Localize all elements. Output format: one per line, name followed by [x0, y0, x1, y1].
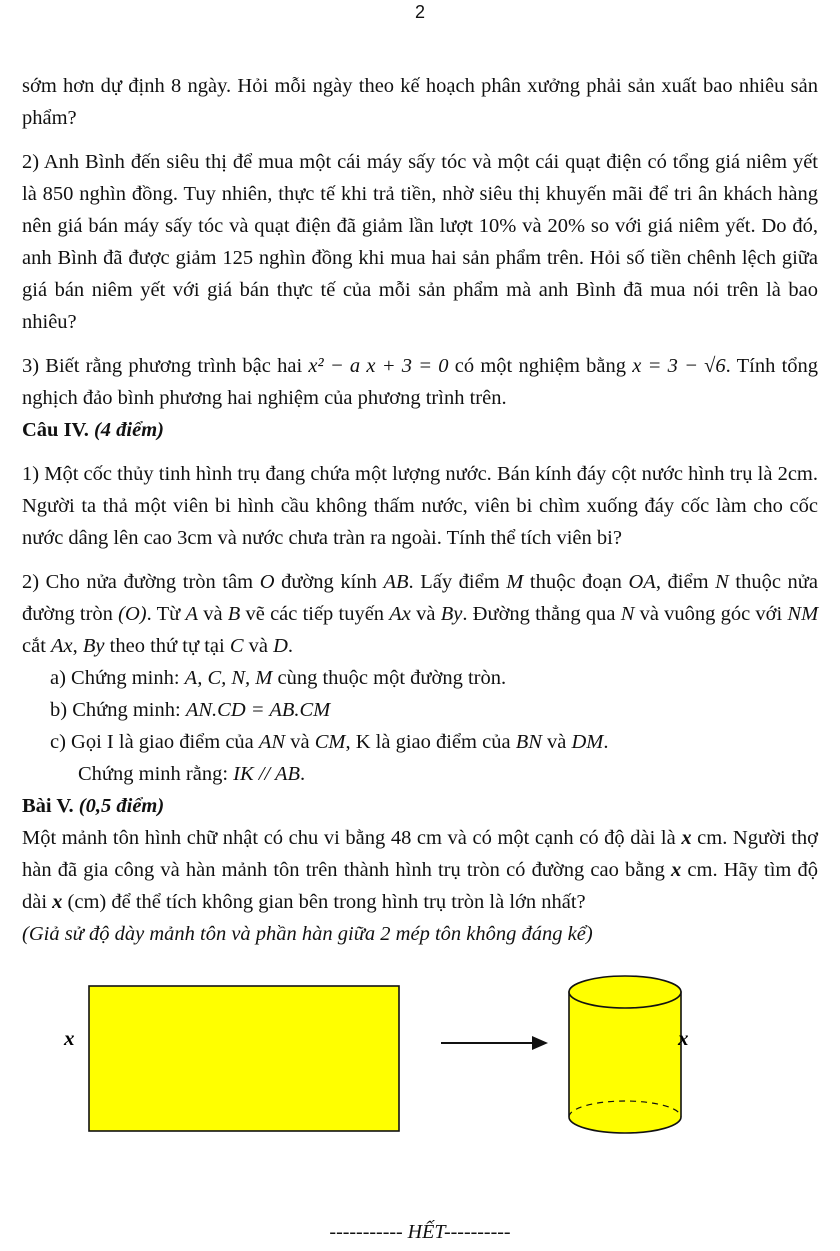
text: c) Gọi I là giao điểm của — [50, 731, 254, 753]
math: CM — [314, 731, 346, 753]
text: Một mảnh tôn hình chữ nhật có chu vi bằng 48 cm và có một cạnh có độ dài là — [22, 827, 676, 849]
text: thuộc nửa đường tròn — [22, 571, 818, 625]
math: B — [227, 603, 241, 625]
math: M — [506, 571, 524, 593]
end-marker: ----------- HẾT---------- — [329, 1221, 511, 1243]
math: IK // AB — [233, 763, 300, 785]
problem-5 — [22, 822, 818, 918]
text: a) Chứng minh: — [50, 667, 180, 689]
equation: x² − a x + 3 = 0 — [308, 355, 449, 377]
problem-3-3: 3) Biết rằng phương trình bậc hai x² − a x + 3 = 0 có một nghiệm bằng x = 3 − √6. Tính tổng nghịch đảo bình phương hai nghiệm của phương trình trên. — [22, 355, 819, 409]
text: cùng thuộc một đường tròn. — [277, 667, 507, 689]
text: b) Chứng minh: — [50, 699, 181, 721]
math: O — [259, 571, 275, 593]
math: BN — [515, 731, 542, 753]
figure-rectangle-to-cylinder — [0, 965, 840, 1155]
section-points: (4 điểm) — [93, 419, 165, 441]
math: OA — [628, 571, 656, 593]
text: . Đường thẳng qua — [462, 603, 616, 625]
text: . Lấy điểm — [408, 571, 500, 593]
variable-x: x — [671, 859, 682, 881]
root-value: x = 3 − √6 — [632, 355, 726, 377]
sub-question-c-line2 — [22, 758, 818, 790]
math: Ax — [389, 603, 411, 625]
math: By — [82, 635, 105, 657]
sub-question-c — [22, 726, 818, 758]
section-points: (0,5 điểm) — [78, 795, 165, 817]
variable-x: x — [52, 891, 63, 913]
math: AN — [258, 731, 286, 753]
text: và — [416, 603, 436, 625]
math: AN.CD = AB.CM — [185, 699, 331, 721]
math: (O) — [118, 603, 147, 625]
text: cm. Hãy tìm độ dài — [22, 859, 819, 913]
text: đường kính — [281, 571, 377, 593]
problem-3-2: 2) Anh Bình đến siêu thị để mua một cái máy sấy tóc và một cái quạt điện có tổng giá niêm yết là 850 nghìn đồng. Tuy nhiên, thực tế khi trả tiền, nhờ siêu thị khuyến mãi để tri ân khách hàng nên giá bán máy sấy tóc và quạt điện đã giảm lần lượt 10% và 20% so với giá niêm yết. Do đó, anh Bình đã được giảm 125 nghìn đồng khi mua hai sản phẩm trên. Hỏi số tiền chênh lệch giữa giá bán niêm yết với giá bán thực tế của mỗi sản phẩm mà anh Bình đã mua nói trên là bao nhiêu? — [22, 151, 818, 333]
paragraph-continuation: sớm hơn dự định 8 ngày. Hỏi mỗi ngày theo kế hoạch phân xưởng phải sản xuất bao nhiêu sản phẩm? — [22, 75, 818, 129]
text: theo thứ tự tại — [109, 635, 225, 657]
text: cm. Người thợ hàn đã gia công và hàn mảnh tôn trên thành hình trụ tròn có đường cao bằng — [22, 827, 819, 881]
text: (cm) để thể tích không gian bên trong hình trụ tròn là lớn nhất? — [67, 891, 586, 913]
text: 3) Biết rằng phương trình bậc hai — [22, 355, 303, 377]
cylinder-height-label: x — [678, 1026, 689, 1050]
text: Tính tổng nghịch đảo bình phương hai nghiệm của phương trình trên. — [22, 355, 819, 409]
math: DM — [571, 731, 604, 753]
text: Chứng minh rằng: — [78, 763, 229, 785]
variable-x: x — [681, 827, 692, 849]
math: N — [715, 571, 729, 593]
section-title: Câu IV. — [22, 419, 89, 441]
sub-question-b — [22, 694, 818, 726]
page-number: 2 — [414, 2, 425, 22]
math: D — [273, 635, 288, 657]
text: và — [547, 731, 567, 753]
text: và vuông góc với — [639, 603, 783, 625]
text: , K là giao điểm của — [345, 731, 511, 753]
text: 2) Cho nửa đường tròn tâm — [22, 571, 254, 593]
sub-question-a — [22, 662, 818, 694]
text: vẽ các tiếp tuyến — [245, 603, 385, 625]
rectangle-sheet — [89, 986, 399, 1131]
text: thuộc đoạn — [529, 571, 622, 593]
section-heading-cau-iv — [22, 414, 818, 446]
text: và — [203, 603, 223, 625]
text: , — [72, 635, 78, 657]
section-title: Bài V. — [22, 795, 74, 817]
math: N — [620, 603, 635, 625]
text: cắt — [22, 635, 46, 657]
text: . — [300, 763, 306, 785]
math: AB — [383, 571, 409, 593]
text: . — [287, 635, 294, 657]
arrow-head — [532, 1036, 548, 1050]
math: NM — [787, 603, 819, 625]
text: và — [248, 635, 268, 657]
math: A — [185, 603, 198, 625]
section-heading-bai-v — [22, 790, 818, 822]
text: , điểm — [655, 571, 709, 593]
problem-4-2 — [22, 566, 818, 662]
cylinder-top — [569, 976, 681, 1008]
text: và — [290, 731, 310, 753]
math: A, C, N, M — [184, 667, 273, 689]
problem-5-note: (Giả sử độ dày mảnh tôn và phần hàn giữa 2 mép tôn không đáng kể) — [22, 923, 593, 945]
rectangle-side-label: x — [64, 1026, 75, 1050]
math: Ax — [51, 635, 73, 657]
text: . Từ — [146, 603, 181, 625]
text: . — [603, 731, 609, 753]
math: By — [440, 603, 463, 625]
math: C — [229, 635, 244, 657]
cylinder-body — [569, 992, 681, 1133]
document-body — [22, 70, 818, 950]
text: có một nghiệm bằng — [454, 355, 627, 377]
problem-4-1: 1) Một cốc thủy tinh hình trụ đang chứa một lượng nước. Bán kính đáy cột nước hình trụ là 2cm. Người ta thả một viên bi hình cầu không thấm nước, viên bi chìm xuống đáy cốc làm cho cốc nước dâng lên cao 3cm và nước chưa tràn ra ngoài. Tính thể tích viên bi? — [22, 463, 818, 549]
